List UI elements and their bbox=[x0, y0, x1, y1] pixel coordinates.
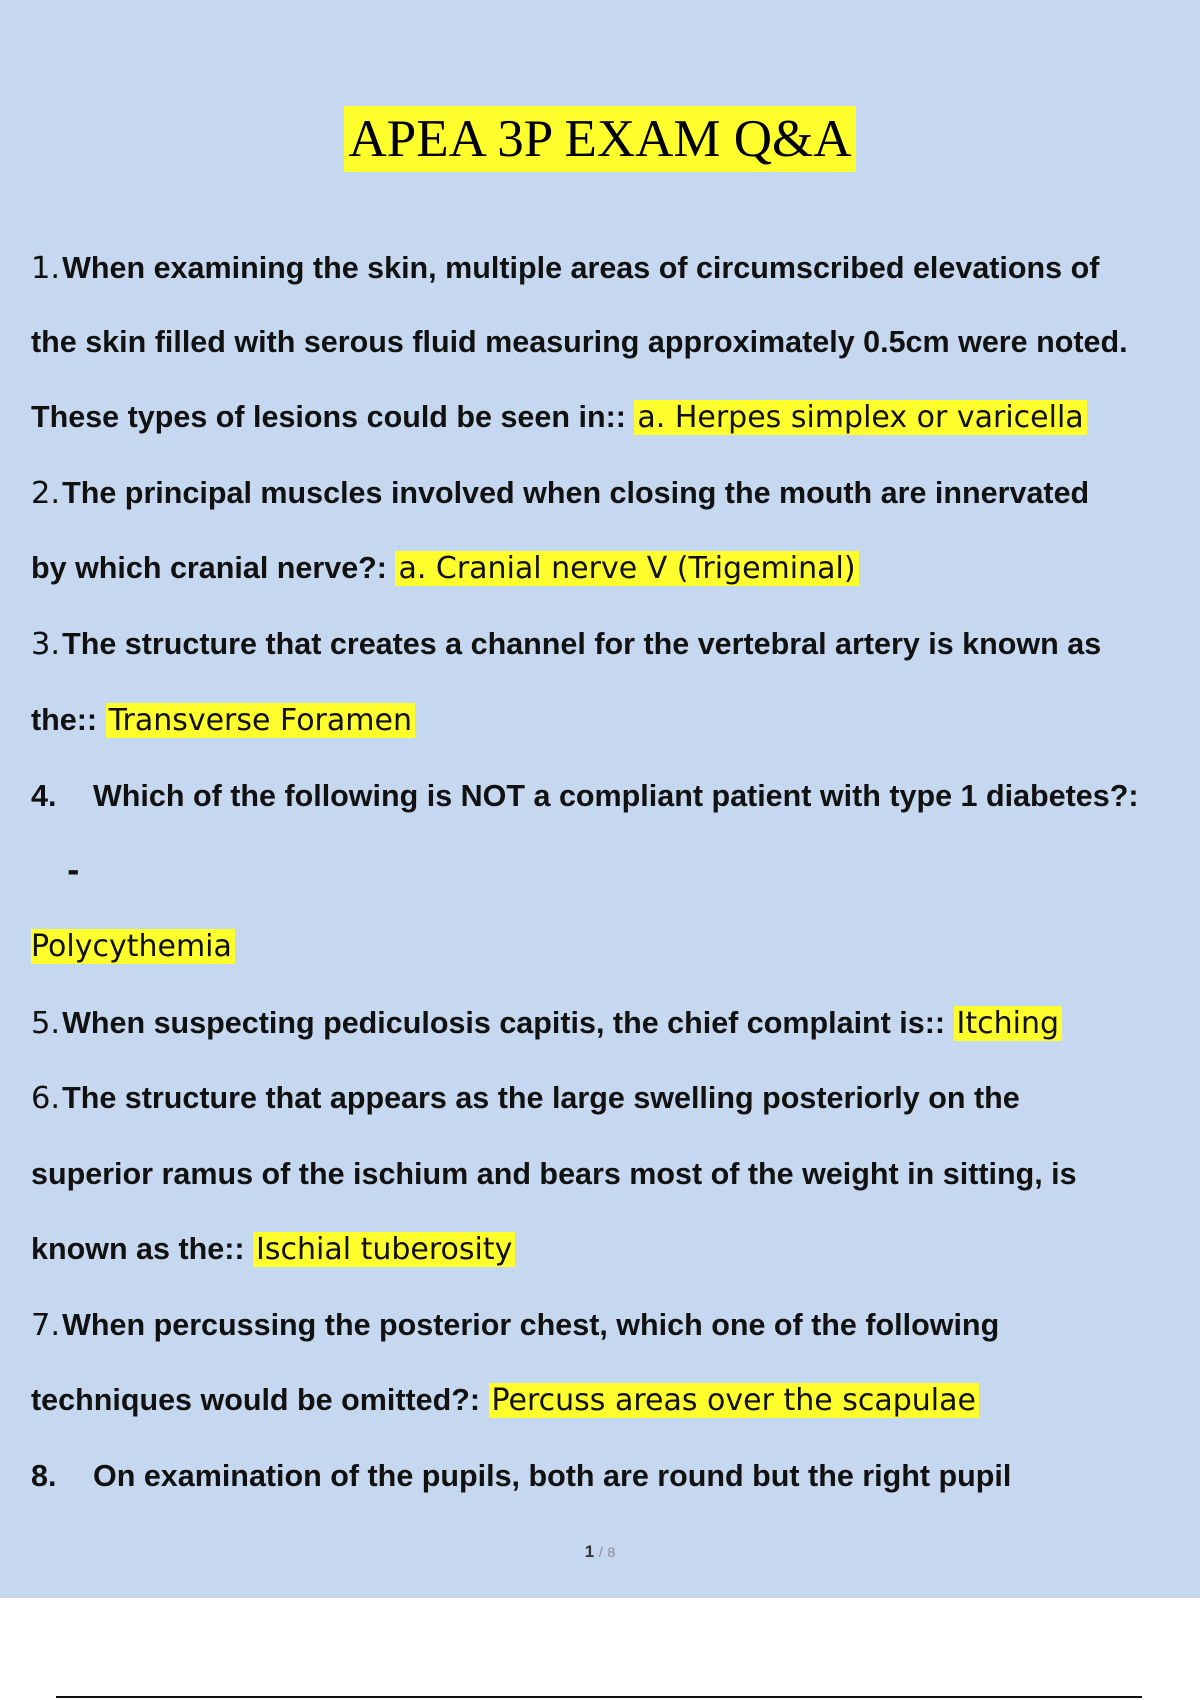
page-separator: / bbox=[598, 1544, 603, 1560]
question-5-answer: Itching bbox=[954, 1006, 1063, 1041]
question-1-text: the skin filled with serous fluid measuring approximately 0.5cm were noted. bbox=[31, 325, 1128, 359]
question-4-dash-marker: - bbox=[67, 854, 80, 889]
question-7-answer: Percuss areas over the scapulae bbox=[489, 1383, 979, 1418]
question-1-answer: a. Herpes simplex or varicella bbox=[634, 400, 1086, 435]
question-1-line-1 bbox=[31, 248, 1099, 289]
question-3-line-1 bbox=[31, 624, 1101, 665]
question-6-line-1 bbox=[31, 1078, 1020, 1119]
page-indicator bbox=[0, 1542, 1200, 1562]
question-2-text: by which cranial nerve?: bbox=[31, 551, 387, 585]
question-6-text: known as the:: bbox=[31, 1232, 245, 1266]
question-6-line-2 bbox=[31, 1154, 1077, 1194]
question-4-number: 4. bbox=[31, 779, 57, 813]
question-6-answer: Ischial tuberosity bbox=[253, 1232, 515, 1267]
question-7-text: When percussing the posterior chest, which one of the following bbox=[62, 1308, 1000, 1342]
question-1-text: When examining the skin, multiple areas of circumscribed elevations of bbox=[62, 251, 1100, 285]
question-8-text: On examination of the pupils, both are round but the right pupil bbox=[93, 1459, 1012, 1493]
question-7-text: techniques would be omitted?: bbox=[31, 1383, 481, 1417]
question-7-number: 7. bbox=[31, 1308, 61, 1343]
question-6-number: 6. bbox=[31, 1081, 61, 1116]
question-3-answer: Transverse Foramen bbox=[106, 703, 415, 738]
question-6-text: superior ramus of the ischium and bears most of the weight in sitting, is bbox=[31, 1157, 1077, 1191]
question-7-line-1 bbox=[31, 1305, 999, 1346]
question-5-text: When suspecting pediculosis capitis, the chief complaint is:: bbox=[62, 1006, 946, 1040]
question-2-line-2 bbox=[31, 548, 859, 589]
question-5-number: 5. bbox=[31, 1006, 61, 1041]
question-1-line-2 bbox=[31, 322, 1128, 362]
current-page: 1 bbox=[584, 1542, 595, 1561]
question-2-answer: a. Cranial nerve V (Trigeminal) bbox=[395, 551, 858, 586]
question-3-text: The structure that creates a channel for the vertebral artery is known as bbox=[62, 627, 1102, 661]
question-6-text: The structure that appears as the large swelling posteriorly on the bbox=[62, 1081, 1020, 1115]
question-6-line-3 bbox=[31, 1229, 515, 1270]
question-5-line-1 bbox=[31, 1003, 1062, 1044]
question-4-text: Which of the following is NOT a compliant patient with type 1 diabetes?: bbox=[93, 779, 1139, 813]
question-2-number: 2. bbox=[31, 476, 61, 511]
question-3-number: 3. bbox=[31, 627, 61, 662]
question-2-line-1 bbox=[31, 473, 1089, 514]
question-1-line-3 bbox=[31, 397, 1087, 438]
horizontal-divider bbox=[56, 1696, 1142, 1698]
question-3-text: the:: bbox=[31, 703, 98, 737]
document-title: APEA 3P EXAM Q&A bbox=[344, 106, 855, 172]
question-4-answer-line bbox=[31, 926, 235, 967]
question-8-line-1 bbox=[31, 1456, 1011, 1496]
question-3-line-2 bbox=[31, 700, 415, 741]
total-pages: 8 bbox=[607, 1544, 616, 1560]
question-1-text: These types of lesions could be seen in:: bbox=[31, 400, 626, 434]
question-7-line-2 bbox=[31, 1380, 979, 1421]
question-4-line-1 bbox=[31, 776, 1139, 816]
question-4-answer: Polycythemia bbox=[31, 929, 235, 964]
question-2-text: The principal muscles involved when closing the mouth are innervated bbox=[62, 476, 1090, 510]
title-container bbox=[0, 106, 1200, 172]
question-1-number: 1. bbox=[31, 251, 61, 286]
question-8-number: 8. bbox=[31, 1459, 57, 1493]
